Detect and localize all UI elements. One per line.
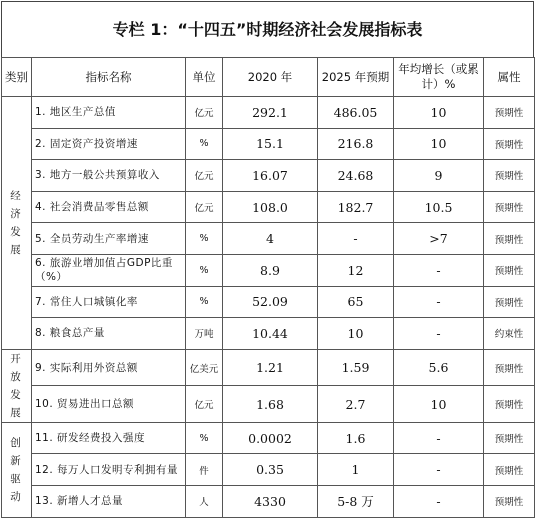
indicator-unit: 亿元 <box>186 97 223 129</box>
indicator-table <box>1 57 535 518</box>
header-growth: 年均增长（或累计）% <box>394 58 484 97</box>
indicator-name: 13. 新增人才总量 <box>32 485 186 517</box>
indicator-attribute: 预期性 <box>484 254 535 286</box>
value-2020: 0.0002 <box>223 422 318 454</box>
value-2020: 292.1 <box>223 97 318 129</box>
indicator-name: 4. 社会消费品零售总额 <box>32 191 186 223</box>
indicator-name: 8. 粮食总产量 <box>32 318 186 350</box>
value-2025: 182.7 <box>318 191 394 223</box>
indicator-attribute: 预期性 <box>484 97 535 129</box>
indicator-name: 2. 固定资产投资增速 <box>32 128 186 160</box>
indicator-unit: 亿元 <box>186 386 223 423</box>
table-title: 专栏 1：“十四五”时期经济社会发展指标表 <box>1 1 534 57</box>
value-2025: 1.59 <box>318 349 394 386</box>
indicator-name: 10. 贸易进出口总额 <box>32 386 186 423</box>
table-row <box>2 254 535 286</box>
table-row <box>2 318 535 350</box>
indicator-attribute: 预期性 <box>484 485 535 517</box>
table-row <box>2 160 535 192</box>
indicator-unit: 人 <box>186 485 223 517</box>
value-growth: 10 <box>394 128 484 160</box>
value-2025: 2.7 <box>318 386 394 423</box>
indicator-attribute: 预期性 <box>484 454 535 486</box>
indicator-attribute: 预期性 <box>484 349 535 386</box>
table-row <box>2 485 535 517</box>
value-growth: 10 <box>394 386 484 423</box>
indicator-unit: 亿元 <box>186 160 223 192</box>
indicator-unit: % <box>186 286 223 318</box>
indicator-name: 1. 地区生产总值 <box>32 97 186 129</box>
value-2025: 10 <box>318 318 394 350</box>
header-attribute: 属性 <box>484 58 535 97</box>
header-name: 指标名称 <box>32 58 186 97</box>
indicator-unit: 亿美元 <box>186 349 223 386</box>
indicator-unit: % <box>186 422 223 454</box>
indicator-attribute: 预期性 <box>484 160 535 192</box>
table-row <box>2 349 535 386</box>
indicator-unit: 件 <box>186 454 223 486</box>
value-growth: - <box>394 286 484 318</box>
table-row <box>2 191 535 223</box>
value-2025: 5-8 万 <box>318 485 394 517</box>
indicator-name: 12. 每万人口发明专利拥有量 <box>32 454 186 486</box>
indicator-attribute: 约束性 <box>484 318 535 350</box>
value-growth: - <box>394 422 484 454</box>
value-2025: 1 <box>318 454 394 486</box>
value-growth: - <box>394 254 484 286</box>
header-2020: 2020 年 <box>223 58 318 97</box>
indicator-name: 5. 全员劳动生产率增速 <box>32 223 186 255</box>
indicator-name: 3. 地方一般公共预算收入 <box>32 160 186 192</box>
indicator-unit: % <box>186 223 223 255</box>
indicator-attribute: 预期性 <box>484 386 535 423</box>
value-growth: - <box>394 454 484 486</box>
value-2020: 1.21 <box>223 349 318 386</box>
value-2020: 0.35 <box>223 454 318 486</box>
value-2020: 15.1 <box>223 128 318 160</box>
value-2025: 12 <box>318 254 394 286</box>
value-2020: 4330 <box>223 485 318 517</box>
table-row <box>2 97 535 129</box>
indicator-table-page <box>1 1 534 516</box>
table-row <box>2 454 535 486</box>
indicator-attribute: 预期性 <box>484 191 535 223</box>
category-innovation: 创新驱动 <box>2 422 32 517</box>
value-2020: 8.9 <box>223 254 318 286</box>
indicator-name: 9. 实际利用外资总额 <box>32 349 186 386</box>
value-2025: 65 <box>318 286 394 318</box>
category-economy: 经济发展 <box>2 97 32 350</box>
value-2020: 16.07 <box>223 160 318 192</box>
header-unit: 单位 <box>186 58 223 97</box>
table-row <box>2 286 535 318</box>
value-growth: >7 <box>394 223 484 255</box>
value-2020: 10.44 <box>223 318 318 350</box>
header-row <box>2 58 535 97</box>
indicator-attribute: 预期性 <box>484 286 535 318</box>
value-2025: 216.8 <box>318 128 394 160</box>
indicator-unit: % <box>186 128 223 160</box>
value-2025: 486.05 <box>318 97 394 129</box>
indicator-name: 6. 旅游业增加值占GDP比重（%） <box>32 254 186 286</box>
table-row <box>2 223 535 255</box>
value-2025: 1.6 <box>318 422 394 454</box>
value-2020: 4 <box>223 223 318 255</box>
value-2025: 24.68 <box>318 160 394 192</box>
value-growth: 10 <box>394 97 484 129</box>
indicator-attribute: 预期性 <box>484 128 535 160</box>
value-2020: 1.68 <box>223 386 318 423</box>
value-growth: 10.5 <box>394 191 484 223</box>
table-row <box>2 128 535 160</box>
header-2025: 2025 年预期 <box>318 58 394 97</box>
value-2020: 108.0 <box>223 191 318 223</box>
value-growth: 5.6 <box>394 349 484 386</box>
value-growth: 9 <box>394 160 484 192</box>
indicator-name: 7. 常住人口城镇化率 <box>32 286 186 318</box>
table-row <box>2 386 535 423</box>
value-growth: - <box>394 485 484 517</box>
table-row <box>2 422 535 454</box>
category-opening: 开放发展 <box>2 349 32 422</box>
indicator-attribute: 预期性 <box>484 223 535 255</box>
indicator-unit: 亿元 <box>186 191 223 223</box>
indicator-name: 11. 研发经费投入强度 <box>32 422 186 454</box>
indicator-unit: 万吨 <box>186 318 223 350</box>
value-2020: 52.09 <box>223 286 318 318</box>
value-growth: - <box>394 318 484 350</box>
header-category: 类别 <box>2 58 32 97</box>
indicator-unit: % <box>186 254 223 286</box>
indicator-attribute: 预期性 <box>484 422 535 454</box>
value-2025: - <box>318 223 394 255</box>
